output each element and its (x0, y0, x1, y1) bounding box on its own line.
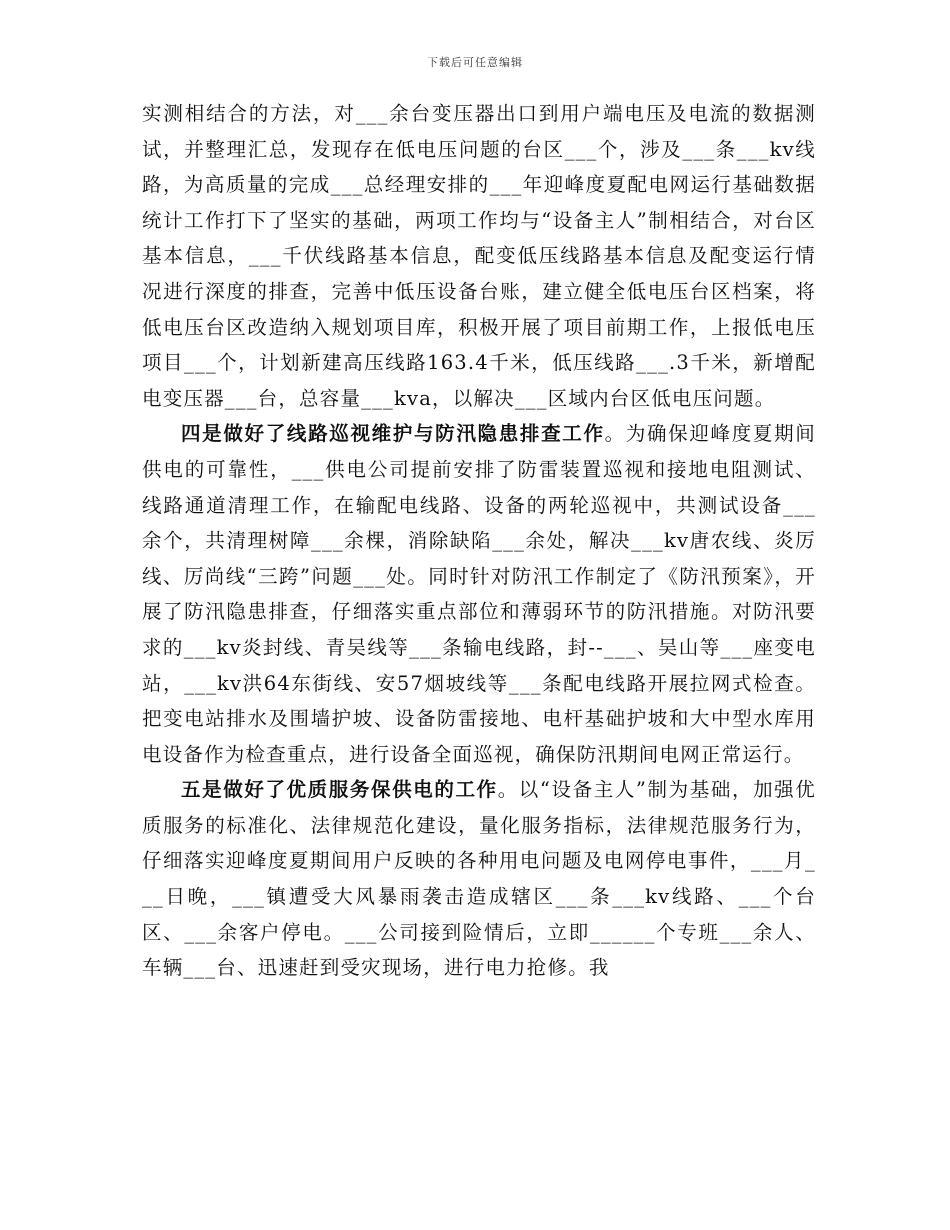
paragraph-3-text: 。以“设备主人”制为基础，加强优质服务的标准化、法律规范化建设，量化服务指标，法律规范服务行为，仔细落实迎峰度夏期间用户反映的各种用电问题及电网停电事件，___月___日晚，___镇遭受大风暴雨袭击造成辖区___条___kv线路、___个台区、___余客户停电。___公司接到险情后，立即______个专班___余人、车辆___台、迅速赶到受灾现场，进行电力抢修。我 (142, 778, 816, 980)
paragraph-3-heading: 五是做好了优质服务保供电的工作 (181, 778, 498, 802)
paragraph-1-text: 实测相结合的方法，对___余台变压器出口到用户端电压及电流的数据测试，并整理汇总，发现存在低电压问题的台区___个，涉及___条___kv线路，为高质量的完成___总经理安排的___年迎峰度夏配电网运行基础数据统计工作打下了坚实的基础，两项工作均与“设备主人”制相结合，对台区基本信息，___千伏线路基本信息，配变低压线路基本信息及配变运行情况进行深度的排查，完善中低压设备台账，建立健全低电压台区档案，将低电压台区改造纳入规划项目库，积极开展了项目前期工作，上报低电压项目___个，计划新建高压线路163.4千米，低压线路___.3千米，新增配电变压器___台，总容量___kva，以解决___区域内台区低电压问题。 (142, 102, 816, 410)
paragraph-3 (142, 772, 816, 986)
page-header: 下载后可任意编辑 (427, 56, 523, 69)
paragraph-2-text: 。为确保迎峰度夏期间供电的可靠性，___供电公司提前安排了防雷装置巡视和接地电阻测试、线路通道清理工作，在输配电线路、设备的两轮巡视中，共测试设备___余个，共清理树障___余棵，消除缺陷___余处，解决___kv唐农线、炎厉线、厉尚线“三跨”问题___处。同时针对防汛工作制定了《防汛预案》，开展了防汛隐患排查，仔细落实重点部位和薄弱环节的防汛措施。对防汛要求的___kv炎封线、青吴线等___条输电线路，封--___、吴山等___座变电站，___kv洪64东街线、安57烟坡线等___条配电线路开展拉网式检查。把变电站排水及围墙护坡、设备防雷接地、电杆基础护坡和大中型水库用电设备作为检查重点，进行设备全面巡视，确保防汛期间电网正常运行。 (142, 422, 816, 766)
document-body (142, 96, 816, 986)
paragraph-2-heading: 四是做好了线路巡视维护与防汛隐患排查工作 (181, 422, 605, 446)
paragraph-1 (142, 96, 816, 416)
paragraph-2 (142, 416, 816, 772)
